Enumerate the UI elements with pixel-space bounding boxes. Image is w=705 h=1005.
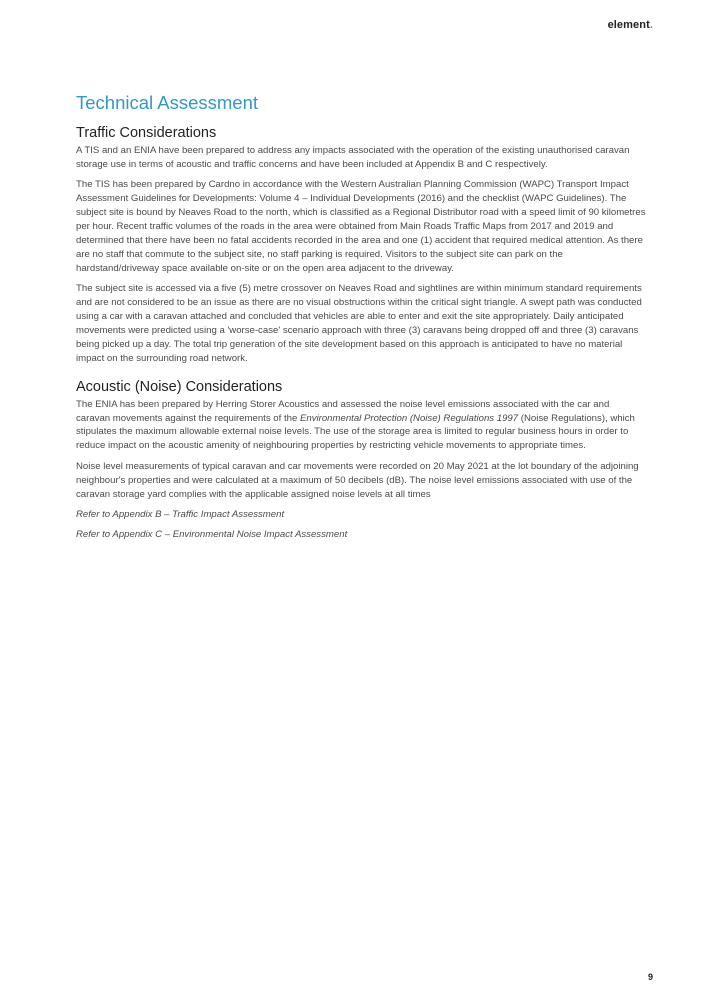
page-number: 9 — [647, 972, 653, 982]
page-title: Technical Assessment — [76, 92, 259, 113]
acoustic-p1-text-before: The ENIA has been prepared by Herring Storer Acoustics and assessed the noise level emissions associated with the car and caravan movements against the requirements of the — [76, 398, 610, 424]
logo-dot: . — [649, 19, 653, 31]
acoustic-p1-text-after: (Noise Regulations), which stipulates the maximum allowable external noise levels. The use of the storage area is limited to regular business hours in order to reduce impact on the acoustic amenity of neighbouring properties by restricting vehicle movements to appropriate times. — [76, 412, 635, 452]
acoustic-heading: Acoustic (Noise) Considerations — [76, 378, 283, 395]
appendix-c-reference: Refer to Appendix C – Environmental Noise Impact Assessment — [76, 529, 348, 541]
page-content — [76, 92, 646, 549]
appendix-b-reference: Refer to Appendix B – Traffic Impact Assessment — [76, 508, 285, 520]
regulations-title: Environmental Protection (Noise) Regulations 1997 — [299, 412, 519, 424]
company-logo — [608, 19, 653, 31]
logo-text: element — [607, 19, 650, 31]
traffic-paragraph-2: The TIS has been prepared by Cardno in accordance with the Western Australian Planning Commission (WAPC) Transport Impact Assessment Guidelines for Developments: Volume 4 – Individual Developments (2016) and the checklist (WAPC Guidelines). The subject site is bound by Neaves Road to the north, which is classified as a Regional Distributor road with a speed limit of 90 kilometres per hour. Recent traffic volumes of the roads in the area were obtained from Main Roads Traffic Maps from 2017 and 2019 and determined that there have been no fatal accidents recorded in the area and one (1) accident that required medical attention. As there are no staff that commute to the subject site, no staff parking is required. Visitors to the subject site can park on the hardstand/driveway space available on-site or on the open area adjacent to the driveway. — [76, 179, 646, 274]
acoustic-paragraph-1 — [76, 398, 646, 454]
traffic-paragraph-3: The subject site is accessed via a five (5) metre crossover on Neaves Road and sightlines are within minimum standard requirements and are not considered to be an issue as there are no visual obstructions within the critical sight triangle. A swept path was conducted using a car with a caravan attached and concluded that vehicles are able to enter and exit the site appropriately. Daily anticipated movements were predicted using a 'worse-case' scenario approach with three (3) caravans being dropped off and three (3) caravans being picked up a day. The total trip generation of the site development based on this approach is anticipated to have no material impact on the surrounding road network. — [76, 283, 642, 364]
traffic-heading: Traffic Considerations — [76, 125, 217, 141]
traffic-paragraph-1: A TIS and an ENIA have been prepared to address any impacts associated with the operation of the existing unauthorised caravan storage use in terms of acoustic and traffic concerns and have been included at Appendix B and C respectively. — [76, 145, 630, 170]
acoustic-paragraph-2: Noise level measurements of typical caravan and car movements were recorded on 20 May 2021 at the lot boundary of the adjoining neighbour's properties and were calculated at a maximum of 50 decibels (dB). The noise level emissions associated with use of the caravan storage yard complies with the applicable assigned noise levels at all times — [76, 460, 639, 500]
